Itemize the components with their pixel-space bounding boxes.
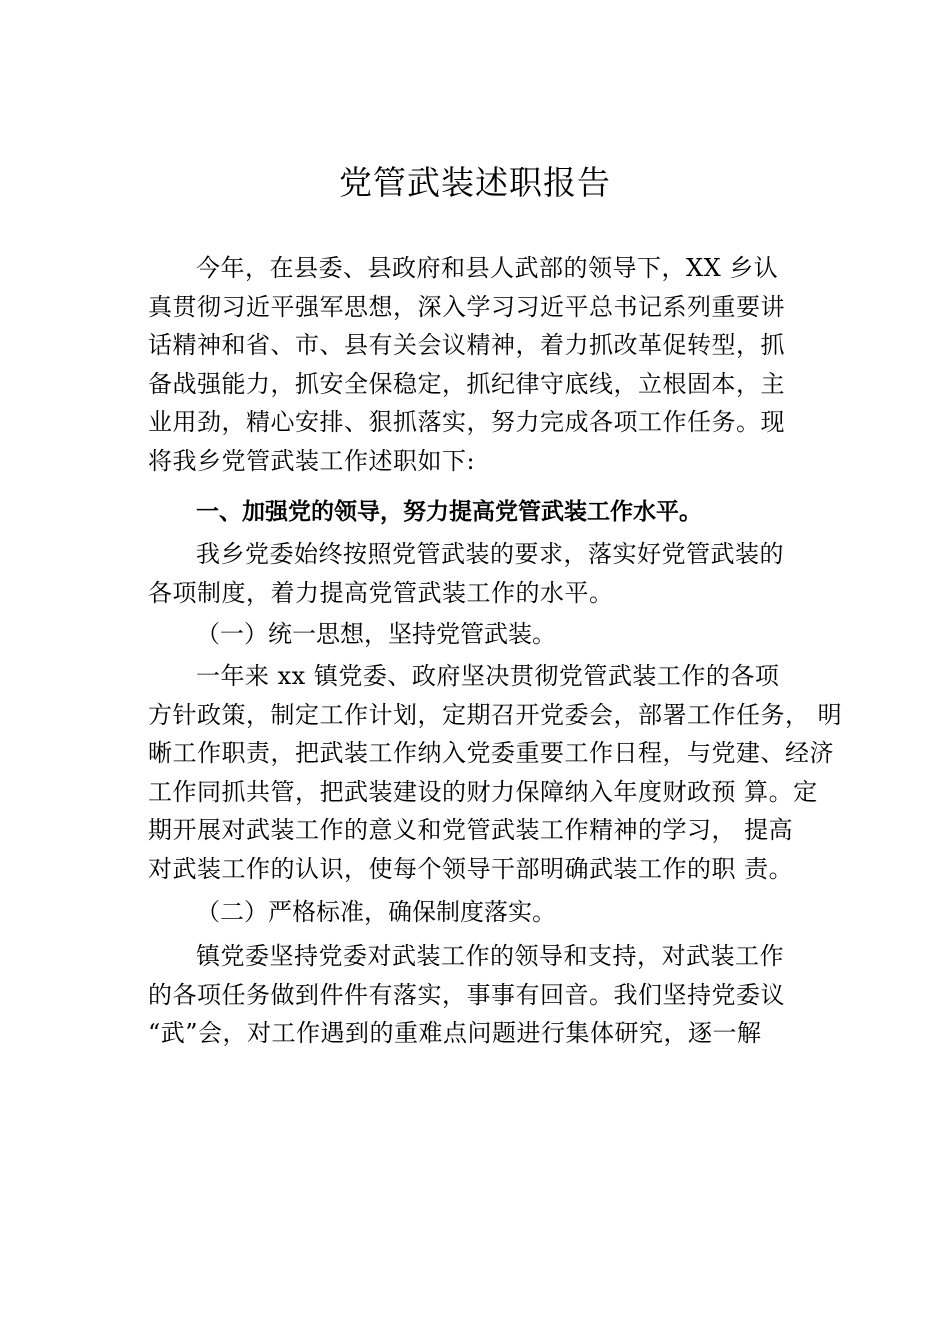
subsection-1-line: 期开展对武装工作的意义和党管武装工作精神的学习， 提高 <box>148 816 794 844</box>
section-1-paragraph <box>148 535 808 612</box>
subsection-1-line: 晰工作职责，把武装工作纳入党委重要工作日程，与党建、经济 <box>148 739 834 767</box>
subsection-1-line: 方针政策，制定工作计划，定期召开党委会，部署工作任务， 明 <box>148 700 843 729</box>
section-1-line: 我乡党委始终按照党管武装的要求，落实好党管武装的 <box>196 540 784 568</box>
intro-line: 将我乡党管武装工作述职如下: <box>148 446 476 475</box>
intro-line: 备战强能力，抓安全保稳定，抓纪律守底线，立根固本，主 <box>148 369 785 398</box>
intro-line: 真贯彻习近平强军思想，深入学习习近平总书记系列重要讲 <box>148 292 785 321</box>
subsection-2-line: 镇党委坚持党委对武装工作的领导和支持，对武装工作 <box>196 942 784 970</box>
subsection-2-line: “武”会，对工作遇到的重难点问题进行集体研究，逐一解 <box>148 1019 762 1047</box>
subsection-1-paragraph <box>148 657 843 888</box>
document-title: 党管武装述职报告 <box>339 163 611 202</box>
intro-line: 话精神和省、市、县有关会议精神，着力抓改革促转型，抓 <box>148 331 785 359</box>
subsection-1-line: 工作同抓共管，把武装建设的财力保障纳入年度财政预 算。定 <box>148 777 818 806</box>
subsection-1-heading: （一）统一思想，坚持党管武装。 <box>196 620 556 648</box>
intro-paragraph <box>148 249 808 480</box>
intro-line: 业用劲，精心安排、狠抓落实，努力完成各项工作任务。现 <box>148 408 785 436</box>
subsection-2-line: 的各项任务做到件件有落实，事事有回音。我们坚持党委议 <box>148 980 785 1009</box>
intro-line: 今年，在县委、县政府和县人武部的领导下，XX 乡认 <box>196 254 779 282</box>
subsection-1-line: 对武装工作的认识，使每个领导干部明确武装工作的职 责。 <box>148 854 794 883</box>
subsection-1-line: 一年来 xx 镇党委、政府坚决贯彻党管武装工作的各项 <box>196 662 780 690</box>
section-1-heading: 一、加强党的领导，努力提高党管武装工作水平。 <box>196 499 702 525</box>
section-1-line: 各项制度，着力提高党管武装工作的水平。 <box>148 578 614 607</box>
subsection-2-heading: （二）严格标准，确保制度落实。 <box>196 898 556 926</box>
subsection-2-paragraph <box>148 937 808 1053</box>
